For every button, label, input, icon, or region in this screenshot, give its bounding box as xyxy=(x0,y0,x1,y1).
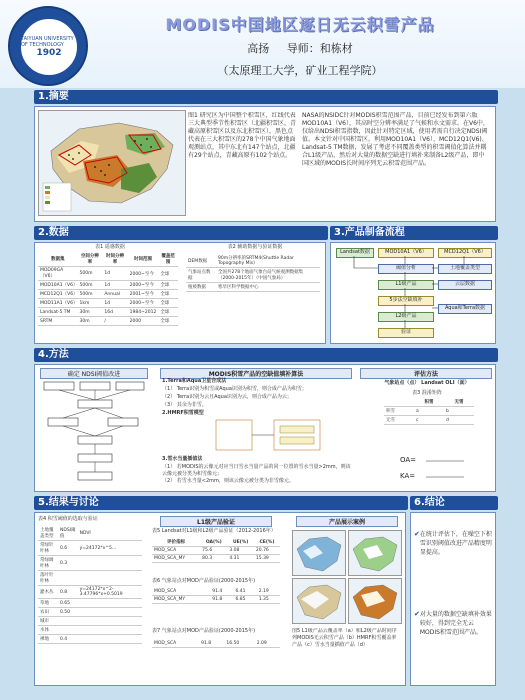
table-cell: 草地 xyxy=(38,599,58,608)
showcase-caption: 图5 L1级产品云覆盖率（a）和L2级产品时间序列MODIS无云积雪产品（b）HMRF积雪覆盖率产品（c）雪水当量插值产品（d） xyxy=(292,628,397,648)
table-cell: DEM数据 xyxy=(186,254,216,268)
section-data-header: 2.数据 xyxy=(34,226,328,240)
method-line-5: 2.HMRF积雪模型 xyxy=(162,410,204,416)
advisor-name: 和栋材 xyxy=(319,42,353,55)
confusion-matrix xyxy=(384,398,474,425)
table-row xyxy=(38,571,142,586)
table-row xyxy=(38,267,178,281)
table-cell: 城市 xyxy=(38,617,58,626)
table-row xyxy=(38,281,178,290)
method-right-sub: 气象站点（点） Landsat OLI（面） xyxy=(384,380,470,386)
ndsi-threshold-flowchart xyxy=(38,378,148,488)
table-cell: 0.6 xyxy=(58,541,78,556)
table-cell: SRTM xyxy=(38,317,78,326)
table-cell: 1d xyxy=(102,267,127,281)
table-header: 时间分辨率 xyxy=(102,252,127,267)
table-header: 积雪 xyxy=(414,398,444,407)
flow-node-validation: 验证 xyxy=(378,328,434,338)
confusion-matrix-label: 表3 混淆矩阵 xyxy=(412,390,442,396)
threshold-table xyxy=(38,526,142,644)
table-row xyxy=(38,586,142,599)
table-header: UE(%) xyxy=(227,538,254,547)
table-cell: 2000 xyxy=(128,317,159,326)
table-cell: 1d xyxy=(102,281,127,290)
table-cell: 0.4 xyxy=(58,635,78,644)
table-header-row xyxy=(384,398,474,407)
table-row xyxy=(186,283,320,292)
table-header: OA(%) xyxy=(200,538,227,547)
formula-ka: KA= xyxy=(400,472,416,480)
aux-data-table xyxy=(186,254,320,292)
table-header: CE(%) xyxy=(254,538,280,547)
table-cell: 2000~至今 xyxy=(128,267,159,281)
table-row xyxy=(152,640,280,648)
table-cell: MOD_SCA_MY xyxy=(152,596,210,604)
table-header: 覆盖范围 xyxy=(158,252,178,267)
section-conclusion-header: 6.结论 xyxy=(410,496,498,510)
table-row xyxy=(38,608,142,617)
method-right-title: 评估方法 xyxy=(360,368,492,379)
table-cell: 2000~至今 xyxy=(128,281,159,290)
table-cell: 91.4 xyxy=(210,588,233,596)
l1-validation-table-1 xyxy=(152,538,280,563)
table-cell: NDVI xyxy=(78,526,142,541)
poster-title: MODIS中国地区逐日无云积雪产品 xyxy=(165,15,435,34)
table-cell: 90m分辨率的SRTM4(Shuttle Radar Topography Mis) xyxy=(216,254,320,268)
table-header: 数据集 xyxy=(38,252,78,267)
table-cell: MOD11A1（V6） xyxy=(38,299,78,308)
flow-node-l2: L2级产品 xyxy=(378,312,434,322)
table-cell: c xyxy=(414,416,444,425)
table-cell: MOD_SCA xyxy=(152,588,210,596)
author-name: 高扬 xyxy=(247,42,270,55)
affiliation: （太原理工大学，矿业工程学院） xyxy=(217,64,383,77)
table-cell: 91.8 xyxy=(199,640,224,648)
showcase-map-d xyxy=(348,578,402,624)
table-cell: 80.3 xyxy=(200,555,227,563)
table-row xyxy=(38,599,142,608)
table-row xyxy=(384,407,474,416)
table-cell xyxy=(78,599,142,608)
table-cell: 寒旱区科学数据中心 xyxy=(216,283,320,292)
l1-validation-table-3 xyxy=(152,640,280,648)
china-map-svg xyxy=(39,111,185,215)
table-cell: 3.08 xyxy=(227,547,254,555)
table-cell: 0.65 xyxy=(58,599,78,608)
table-cell: 全球 xyxy=(158,290,178,299)
table-row xyxy=(38,556,142,571)
check-icon: ✔ xyxy=(414,530,420,538)
conclusion-text-2: 对大量的数据空缺填补效果较好，得到完全无云MODIS积雪范围产品。 xyxy=(419,611,492,636)
table-header: 空间分辨率 xyxy=(78,252,103,267)
table-cell: 75.6 xyxy=(200,547,227,555)
author-line xyxy=(150,40,450,56)
flow-node-mod10a1: MOD10A1（V6） xyxy=(378,248,434,258)
formula-oa: OA= xyxy=(400,456,417,464)
table-header-row xyxy=(38,252,178,267)
table-cell: 2001~至今 xyxy=(128,290,159,299)
university-logo xyxy=(8,6,88,86)
conclusion-text-1: 在统计评估下，在噪空下积雪识别阈值改进产品精度明显提高。 xyxy=(419,531,492,556)
flow-arrows xyxy=(330,242,494,342)
table-cell: 500m xyxy=(78,290,103,299)
table-row xyxy=(152,588,280,596)
hmrf-diagram xyxy=(214,418,324,456)
l1-caption-3: 表7 气象站点对MOD产品验证(2000-2015年) xyxy=(152,628,256,634)
table-row xyxy=(152,555,280,563)
flow-node-l1: L1级产品 xyxy=(378,280,434,290)
table-cell: 1.35 xyxy=(257,596,280,604)
table-cell: Landsat-5 TM xyxy=(38,308,78,317)
aux-table-caption: 表2 辅助数据与验证数据 xyxy=(227,244,283,250)
table-cell: 全国共278个地面气象台站气候观测数据集（2000-2015年）（中国气象局） xyxy=(216,268,320,283)
table-cell: 30m xyxy=(78,308,103,317)
table-cell: 植被数据 xyxy=(186,283,216,292)
showcase-title: 产品展示案例 xyxy=(296,516,398,527)
table-row xyxy=(38,526,142,541)
table-cell: 农田 xyxy=(38,608,58,617)
table-cell: 裸地 xyxy=(38,635,58,644)
table-header: 评价指标 xyxy=(152,538,200,547)
table-row xyxy=(186,268,320,283)
table-cell: 全球 xyxy=(158,281,178,290)
table-cell: 土地覆盖类型 xyxy=(38,526,58,541)
logo-year: 1902 xyxy=(36,48,62,58)
table-cell: 6.41 xyxy=(233,588,256,596)
table-cell: a xyxy=(414,407,444,416)
table-cell: d xyxy=(444,416,474,425)
table-cell: 常绿针叶林 xyxy=(38,541,58,556)
method-line-1: 1.Terra和Aqua卫星合成法 xyxy=(162,378,227,384)
table-cell: MOD10A1（V6） xyxy=(38,281,78,290)
table-cell: MOD_SCA_MY xyxy=(152,555,200,563)
conclusion-item-2 xyxy=(414,610,492,637)
check-icon: ✔ xyxy=(414,610,420,618)
table-cell: 0.8 xyxy=(58,586,78,599)
table-row xyxy=(38,308,178,317)
table-cell: 全球 xyxy=(158,267,178,281)
table-cell: 16.50 xyxy=(224,640,254,648)
table-cell: 16d xyxy=(102,308,127,317)
flow-node-mcd12q1: MCD12Q1（V6） xyxy=(438,248,492,258)
table-cell: 全球 xyxy=(158,299,178,308)
table-cell: 2000~至今 xyxy=(128,299,159,308)
flow-node-aqua-terra: Aqua和Terra数据 xyxy=(438,304,492,314)
method-line-2: （1） Terra识别为积雪或Aqua识别为积雪，则合成产品为积雪； xyxy=(162,386,307,392)
table-cell: MOD09GA（V6） xyxy=(38,267,78,281)
l1-caption-1: 表5 Landsat对L1级和L2级产品验证（2012-2016年） xyxy=(152,528,276,534)
table-cell: 1d xyxy=(102,299,127,308)
method-line-3: （2） Terra识别为云且Aqua识别为云，则合成产品为云； xyxy=(162,394,292,400)
method-line-8: （2） 若雪水当量<2mm，则该云像元被分类为非雪像元。 xyxy=(162,478,294,484)
table-cell: 15.39 xyxy=(254,555,280,563)
table-cell: 1km xyxy=(78,299,103,308)
table-row xyxy=(38,290,178,299)
method-line-4: （3） 其余为非雪。 xyxy=(162,402,207,408)
table-row xyxy=(38,541,142,556)
flow-node-gap-fill: 5步法空缺填补 xyxy=(378,296,434,306)
table-cell: 水体 xyxy=(38,626,58,635)
method-mid-title: MODIS积雪产品的空缺值填补算法 xyxy=(160,368,352,379)
data-table-caption: 表1 遥感数据 xyxy=(95,244,125,250)
remote-sensing-data-table xyxy=(38,252,178,326)
table-cell: MOD_SCA xyxy=(152,547,200,555)
table-cell xyxy=(58,617,78,626)
method-line-7: （1） 若MODIS的云像元对应当日雪水当量产品的同一位置的雪水当量>2mm，则该云像元被分类为积雪像元； xyxy=(162,464,351,477)
showcase-map-b xyxy=(348,530,402,576)
table-cell: y=24172*x^5... xyxy=(78,541,142,556)
table-cell: 积雪 xyxy=(384,407,414,416)
table-cell: 灌木丛 xyxy=(38,586,58,599)
table-cell: 500m xyxy=(78,281,103,290)
table-cell xyxy=(78,571,142,586)
table-cell xyxy=(58,571,78,586)
table-cell: 2.09 xyxy=(255,640,280,648)
table-row xyxy=(38,617,142,626)
showcase-map-c xyxy=(292,578,346,624)
section-method-header: 4.方法 xyxy=(34,348,498,362)
table-row xyxy=(152,596,280,604)
method-line-6: 3.雪水当量插值法 xyxy=(162,456,203,462)
showcase-map-a xyxy=(292,530,346,576)
table-header: 无雪 xyxy=(444,398,474,407)
section-abstract-header: 1.摘要 xyxy=(34,90,498,104)
flow-node-cloud: 云层数据 xyxy=(438,280,492,290)
table-cell: 落叶针叶林 xyxy=(38,571,58,586)
table-header xyxy=(384,398,414,407)
table-cell: 20.76 xyxy=(254,547,280,555)
table-cell xyxy=(58,626,78,635)
table-cell: b xyxy=(444,407,474,416)
table-cell: 0.50 xyxy=(58,608,78,617)
table-cell: 常绿阔叶林 xyxy=(38,556,58,571)
abstract-figure-caption: 图1 研究区为中国整个积雪区，红线代表三大典型季节性积雪区（北疆积雪区，青藏高原积雪区以及东北积雪区），黑色点代表在三大积雪区的278个中国气象地面观测站点，其中东北有147个站点，北疆有29个站点，青藏高原有102个站点。 xyxy=(188,112,296,159)
l1-caption-2: 表6 气象站点对MOD产品验证(2000-2015年) xyxy=(152,578,256,584)
table-cell: 30m xyxy=(78,317,103,326)
advisor-label: 导师： xyxy=(286,42,320,55)
table-cell: 0.3 xyxy=(58,556,78,571)
table-cell: 无雪 xyxy=(384,416,414,425)
method-left-title: 确定 NDSI阈值改进 xyxy=(40,368,148,379)
table-row xyxy=(38,626,142,635)
section-flow-header: 3.产品制备流程 xyxy=(330,226,498,240)
table-row xyxy=(186,254,320,268)
flow-node-landsat: Landsat数据 xyxy=(336,248,374,258)
conclusion-item-1 xyxy=(414,530,492,557)
table-cell: 500m xyxy=(78,267,103,281)
table-cell: 全球 xyxy=(158,317,178,326)
flow-node-threshold: 阈值分析 xyxy=(378,264,434,274)
table-cell: 91.8 xyxy=(210,596,233,604)
table-cell: 全球 xyxy=(158,308,178,317)
table-cell: 2.19 xyxy=(257,588,280,596)
table-cell: MCD12Q1（V6） xyxy=(38,290,78,299)
table-cell xyxy=(78,626,142,635)
table-cell xyxy=(78,556,142,571)
table-cell: / xyxy=(102,317,127,326)
abstract-text: NASA的NSIDC针对MODIS积雪范围产品，目前已经发布到第六版MOD10A1（V6），其高时空分辨率满足了气候和水文需求。在V6中，仅给出NDSI积雪指数，因此针对特定区域，使用者需自行决定NDSI阈值。本文针对中国积雪区，利用MOD10A1（V6）、MCD12Q1(V6)、Landsat-5 TM数据，发展了考虑不同覆盖类型的积雪阈值化算法并耦合L1级产品，然后对大量的数据空缺进行填补来制备L2级产品，即中国区域的MODIS长时间序列无云积雪范围产品。 xyxy=(302,112,489,167)
table-cell: 4.31 xyxy=(227,555,254,563)
table-header-row xyxy=(152,538,280,547)
table-cell: y=24172*x^2-3.47796*x+0.5019 xyxy=(78,586,142,599)
logo-ring-text: TAIYUAN UNIVERSITY OF TECHNOLOGY xyxy=(21,36,74,48)
formula-fractions xyxy=(424,452,474,482)
table-cell: 6.85 xyxy=(233,596,256,604)
table-cell xyxy=(78,635,142,644)
table-cell: Annual xyxy=(102,290,127,299)
flow-node-landcover: 土地覆盖类型 xyxy=(438,264,492,274)
table-cell xyxy=(78,617,142,626)
table-row xyxy=(152,547,280,555)
table-cell xyxy=(78,608,142,617)
section-results-header: 5.结果与讨论 xyxy=(34,496,408,510)
china-study-area-map xyxy=(38,110,186,216)
results-left-caption: 表4 积雪阈值的选取与验证 xyxy=(38,516,98,522)
table-cell: 气象站点数据 xyxy=(186,268,216,283)
table-header: 时间范围 xyxy=(128,252,159,267)
l1-validation-title: L1级产品验证 xyxy=(160,516,272,527)
table-cell: NDSI阈值 xyxy=(58,526,78,541)
table-row xyxy=(384,416,474,425)
l1-validation-table-2 xyxy=(152,588,280,604)
table-cell: MOD_SCA xyxy=(152,640,199,648)
table-row xyxy=(38,635,142,644)
table-cell: 1984~2012 xyxy=(129,309,157,315)
table-row xyxy=(38,299,178,308)
table-row xyxy=(38,317,178,326)
